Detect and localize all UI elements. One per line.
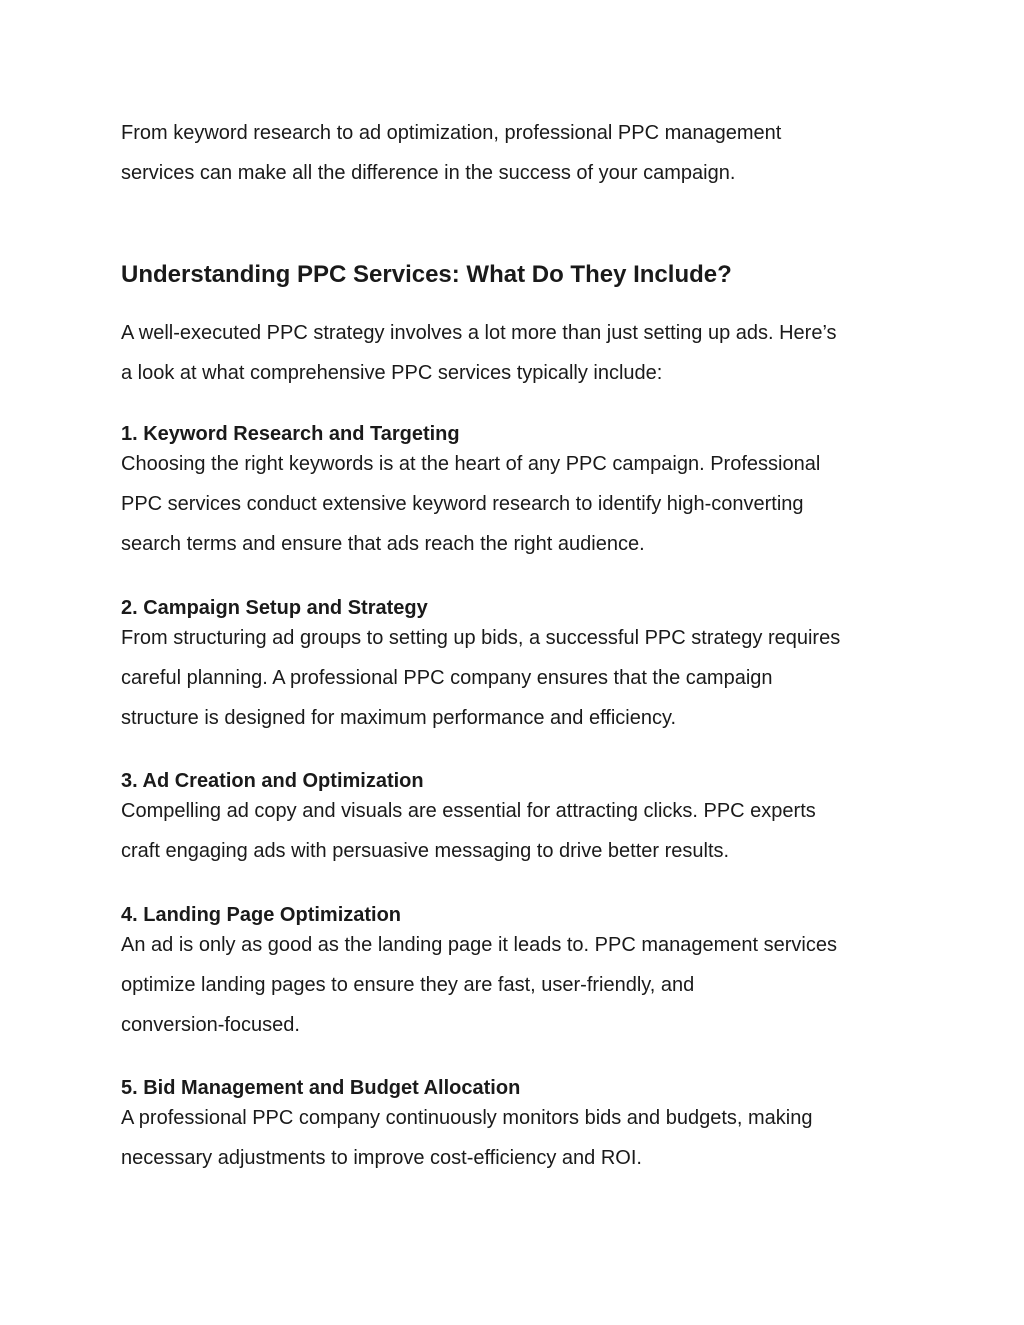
section-heading: Understanding PPC Services: What Do They Include? [121, 261, 732, 288]
item-line: Choosing the right keywords is at the heart of any PPC campaign. Professional [121, 453, 821, 475]
item-line: PPC services conduct extensive keyword research to identify high-converting [121, 493, 804, 515]
item-heading: 5. Bid Management and Budget Allocation [121, 1077, 521, 1099]
item-line: careful planning. A professional PPC company ensures that the campaign [121, 667, 773, 689]
item-body [121, 444, 921, 564]
intro-paragraph [121, 113, 921, 193]
lead-line: A well-executed PPC strategy involves a lot more than just setting up ads. Here’s [121, 322, 837, 344]
item-line: optimize landing pages to ensure they are fast, user-friendly, and [121, 974, 695, 996]
list-item-bid-management [121, 1075, 921, 1178]
item-body [121, 1098, 921, 1178]
item-heading: 1. Keyword Research and Targeting [121, 423, 460, 445]
list-item-landing-page [121, 902, 921, 1045]
item-heading: 2. Campaign Setup and Strategy [121, 597, 428, 619]
intro-line: From keyword research to ad optimization, professional PPC management [121, 122, 782, 144]
item-line: Compelling ad copy and visuals are essential for attracting clicks. PPC experts [121, 800, 816, 822]
item-line: conversion-focused. [121, 1014, 300, 1036]
item-line: structure is designed for maximum performance and efficiency. [121, 707, 677, 729]
item-line: search terms and ensure that ads reach the right audience. [121, 533, 645, 555]
intro-line: services can make all the difference in the success of your campaign. [121, 162, 736, 184]
list-item-keyword-research [121, 421, 921, 564]
item-line: craft engaging ads with persuasive messaging to drive better results. [121, 840, 730, 862]
item-body [121, 791, 921, 871]
item-line: A professional PPC company continuously monitors bids and budgets, making [121, 1107, 813, 1129]
lead-line: a look at what comprehensive PPC services typically include: [121, 362, 663, 384]
item-body [121, 618, 921, 738]
item-heading: 3. Ad Creation and Optimization [121, 770, 424, 792]
list-item-ad-creation [121, 768, 921, 871]
item-line: An ad is only as good as the landing page it leads to. PPC management services [121, 934, 837, 956]
item-line: necessary adjustments to improve cost-efficiency and ROI. [121, 1147, 642, 1169]
lead-paragraph [121, 313, 921, 393]
item-line: From structuring ad groups to setting up bids, a successful PPC strategy requires [121, 627, 841, 649]
item-body [121, 925, 921, 1045]
item-heading: 4. Landing Page Optimization [121, 904, 402, 926]
list-item-campaign-setup [121, 595, 921, 738]
